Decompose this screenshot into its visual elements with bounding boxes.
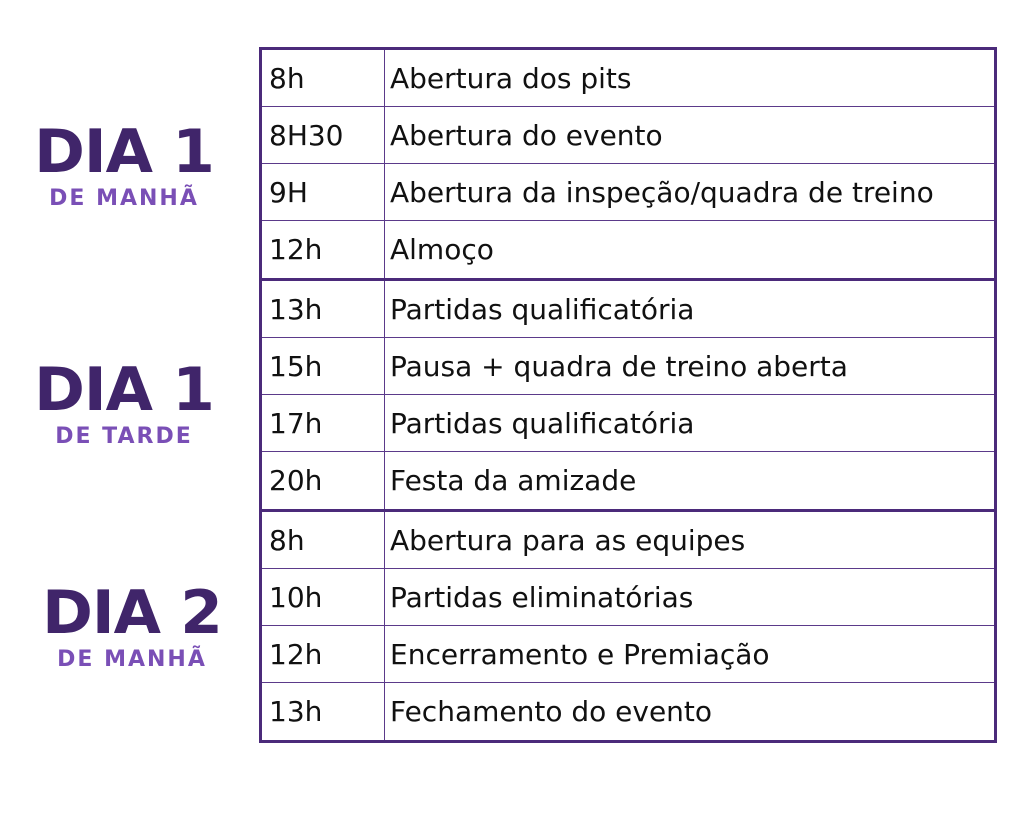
table-row — [262, 338, 994, 395]
day-label-dia1-manha — [4, 117, 244, 212]
time-cell: 9H — [262, 164, 385, 220]
event-cell: Fechamento do evento — [390, 695, 713, 728]
event-cell: Abertura da inspeção/quadra de treino — [390, 175, 934, 209]
time-cell: 12h — [262, 221, 385, 278]
time-cell: 20h — [262, 452, 385, 509]
table-row — [262, 626, 994, 683]
table-row — [262, 281, 994, 338]
schedule-group-dia1-manha — [262, 50, 994, 281]
event-cell: Partidas eliminatórias — [390, 580, 694, 614]
day-label-dia1-tarde — [4, 355, 244, 450]
event-cell: Abertura para as equipes — [390, 523, 746, 557]
day-title: DIA 1 — [34, 117, 214, 187]
event-cell: Encerramento e Premiação — [390, 637, 770, 671]
event-cell: Festa da amizade — [390, 464, 637, 497]
day-subtitle: DE TARDE — [55, 424, 193, 449]
table-row — [262, 221, 994, 278]
event-cell: Abertura do evento — [390, 118, 663, 152]
time-cell: 8h — [262, 512, 385, 568]
table-row — [262, 683, 994, 740]
event-cell: Almoço — [390, 233, 494, 266]
time-cell: 15h — [262, 338, 385, 394]
table-row — [262, 164, 994, 221]
event-cell: Partidas qualificatória — [390, 406, 695, 440]
time-cell: 8H30 — [262, 107, 385, 163]
event-cell: Partidas qualificatória — [390, 292, 695, 326]
schedule-group-dia1-tarde — [262, 281, 994, 512]
time-cell: 12h — [262, 626, 385, 682]
table-row — [262, 569, 994, 626]
event-cell: Abertura dos pits — [390, 61, 632, 95]
table-row — [262, 50, 994, 107]
table-row — [262, 512, 994, 569]
table-row — [262, 107, 994, 164]
time-cell: 17h — [262, 395, 385, 451]
day-subtitle: DE MANHÃ — [49, 186, 199, 211]
table-row — [262, 452, 994, 509]
day-title: DIA 1 — [34, 355, 214, 425]
schedule-table — [259, 47, 997, 743]
time-cell: 13h — [262, 281, 385, 337]
time-cell: 13h — [262, 683, 385, 740]
event-cell: Pausa + quadra de treino aberta — [390, 349, 848, 383]
table-row — [262, 395, 994, 452]
day-label-dia2-manha — [12, 578, 252, 673]
day-subtitle: DE MANHÃ — [57, 647, 207, 672]
time-cell: 10h — [262, 569, 385, 625]
schedule-group-dia2-manha — [262, 512, 994, 740]
time-cell: 8h — [262, 50, 385, 106]
day-title: DIA 2 — [42, 578, 222, 648]
